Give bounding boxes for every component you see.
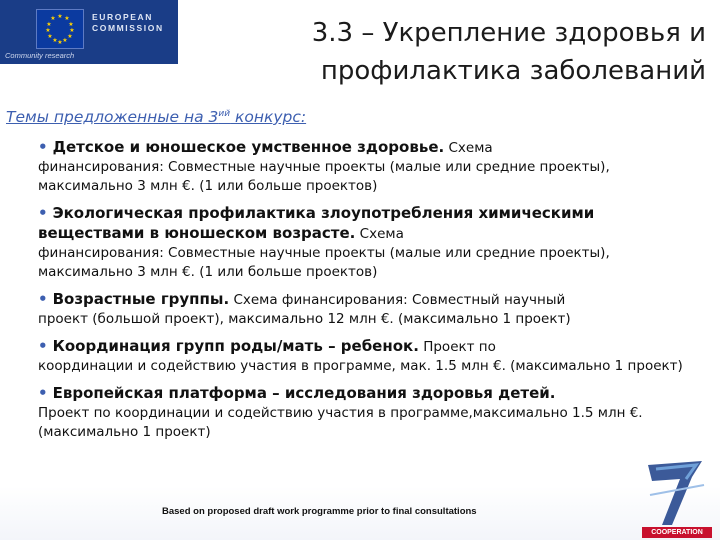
bullet-icon: •	[38, 138, 48, 156]
slide-title	[312, 14, 706, 90]
svg-text:★: ★	[62, 37, 68, 44]
topic-inline-text: Схема	[355, 226, 404, 242]
topic-inline-text: Схема финансирования: Совместный научный	[229, 292, 566, 308]
topic-body: координации и содействию участия в программе, мак. 1.5 млн €. (максимально 1 проект)	[38, 358, 683, 374]
slide-subtitle	[6, 108, 306, 126]
topic-heading: Европейская платформа – исследования здоровья детей.	[52, 384, 556, 402]
svg-text:★: ★	[68, 21, 74, 28]
subtitle-superscript: ий	[218, 108, 231, 119]
ec-org-name: EUROPEAN COMMISSION	[92, 12, 164, 33]
topic-body: финансирования: Совместные научные проекты (малые или средние проекты), максимально 3 млн €. (1 или больше проектов)	[38, 159, 610, 194]
subtitle-text-pre: Темы предложенные на 3	[6, 108, 219, 126]
svg-text:★: ★	[64, 15, 70, 22]
svg-text:★: ★	[67, 33, 73, 40]
topic-body: финансирования: Совместные научные проекты (малые или средние проекты), максимально 3 млн €. (1 или больше проектов)	[38, 245, 610, 280]
svg-text:★: ★	[45, 27, 51, 34]
svg-text:★: ★	[57, 13, 63, 20]
topic-heading: Детское и юношеское умственное здоровье.	[52, 138, 445, 156]
eu-flag-icon	[36, 9, 84, 49]
ec-tagline: Community research	[5, 51, 75, 60]
bullet-icon: •	[38, 384, 48, 402]
topic-item	[38, 336, 698, 376]
svg-text:★: ★	[69, 27, 75, 34]
bullet-icon: •	[38, 337, 48, 355]
slide-title-line-2: профилактика заболеваний	[320, 56, 706, 86]
bullet-icon: •	[38, 204, 48, 222]
svg-text:★: ★	[47, 33, 53, 40]
svg-text:★: ★	[50, 15, 56, 22]
topic-item	[38, 383, 698, 442]
bullet-icon: •	[38, 290, 48, 308]
topic-body: проект (большой проект), максимально 12 млн €. (максимально 1 проект)	[38, 311, 571, 327]
fp7-logo-text: COOPERATION	[651, 529, 703, 536]
topic-inline-text: Схема	[444, 140, 493, 156]
topic-inline-text: Проект по	[418, 339, 496, 355]
subtitle-text-post: конкурс:	[230, 108, 307, 126]
fp7-logo	[642, 455, 712, 540]
topic-heading: Возрастные группы.	[52, 290, 230, 308]
topic-item	[38, 289, 698, 329]
svg-text:★: ★	[52, 37, 58, 44]
svg-text:★: ★	[46, 21, 52, 28]
svg-text:★: ★	[57, 39, 63, 46]
topic-heading: Координация групп роды/мать – ребенок.	[52, 337, 419, 355]
topic-item	[38, 137, 698, 196]
topic-list	[38, 137, 698, 449]
topic-heading: Экологическая профилактика злоупотребления химическими веществами в юношеском возрасте.	[38, 204, 595, 242]
topic-item	[38, 203, 698, 282]
topic-body: Проект по координации и содействию участия в программе,максимально 1.5 млн €. (максимально 1 проект)	[38, 405, 643, 440]
slide-title-line-1: 3.3 – Укрепление здоровья и	[311, 18, 706, 48]
footer-note: Based on proposed draft work programme prior to final consultations	[162, 506, 477, 517]
european-commission-logo	[0, 0, 178, 64]
